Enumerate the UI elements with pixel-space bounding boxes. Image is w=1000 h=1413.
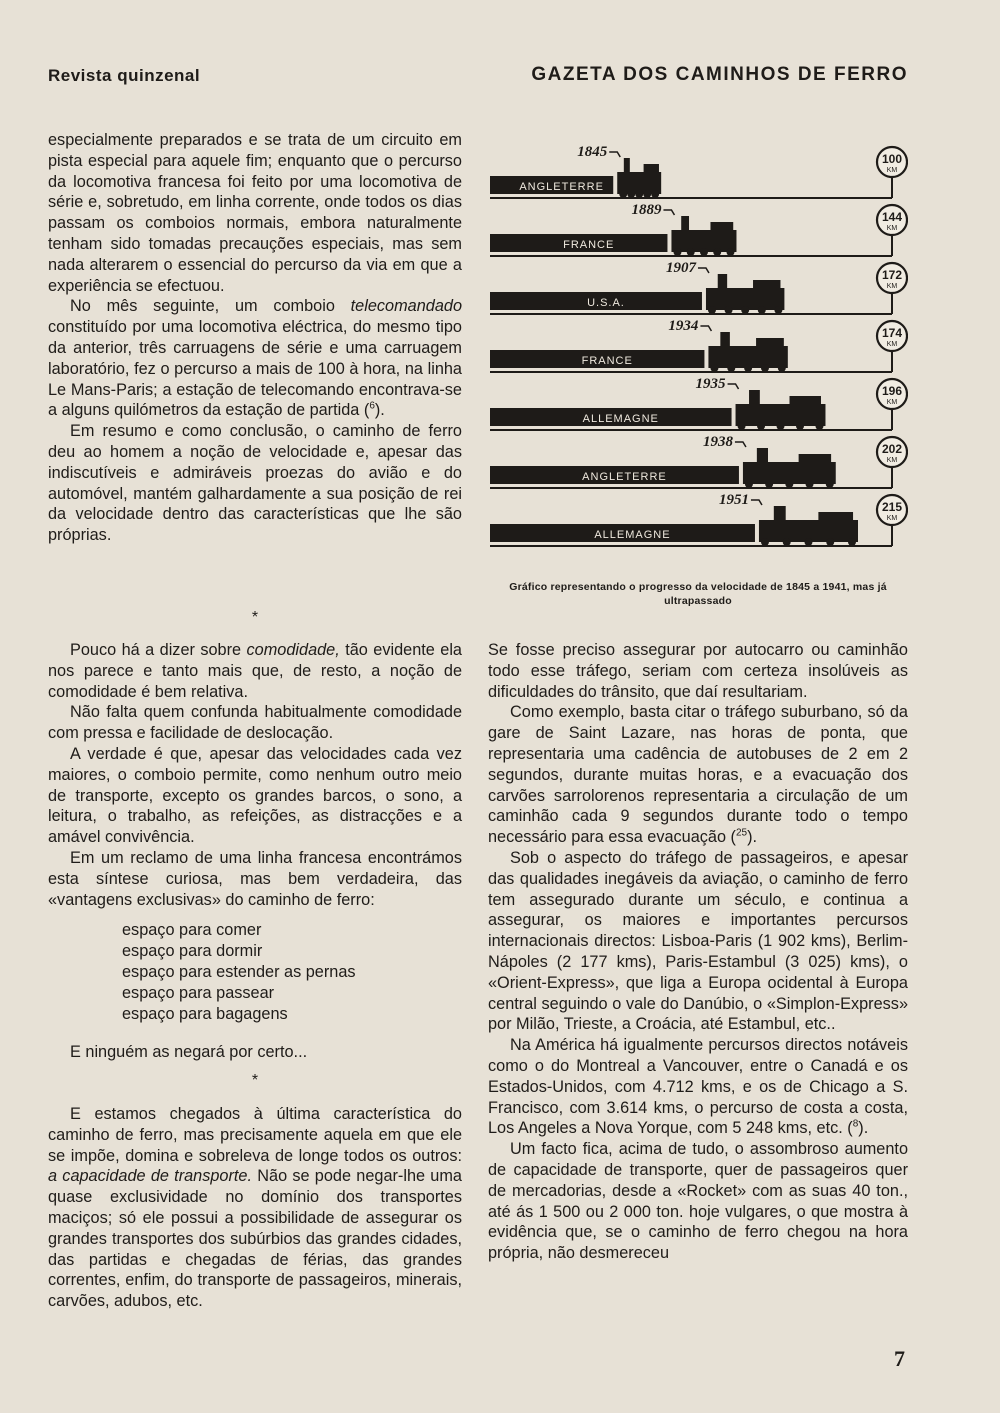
year-arrow — [751, 500, 762, 505]
year-label: 1951 — [718, 492, 749, 508]
wheel — [700, 248, 708, 256]
locomotive-cab — [753, 280, 780, 290]
wheel — [651, 190, 659, 198]
paragraph-comodidade: Pouco há a dizer sobre comodidade, tão evidente ela nos parece e tanto mais que, de resto, a noção de comodidade é bem relativa. — [48, 641, 462, 701]
speed-value: 174 — [881, 326, 903, 340]
paragraph-reclamo: Em um reclamo de uma linha francesa encontrámos esta síntese curiosa, mas bem verdadeira, das «vantagens exclusivas» do caminho de ferro: — [48, 848, 462, 909]
wheel — [725, 306, 733, 314]
speed-unit: KM — [886, 515, 898, 522]
speed-unit: KM — [886, 457, 898, 464]
wheel — [758, 306, 766, 314]
wheel — [848, 538, 856, 546]
locomotive-cab — [818, 512, 853, 522]
right-column — [488, 640, 908, 1264]
speed-unit: KM — [886, 399, 898, 406]
wheel — [727, 364, 735, 372]
wheel — [745, 480, 753, 488]
paragraph-confunda: Não falta quem confunda habitualmente comodidade com pressa e facilidade de deslocação. — [48, 703, 462, 743]
paragraph-america: Na América há igualmente percursos directos notáveis como o do Montreal a Vancouver, entre o Canadá e os Estados-Unidos, com 4.712 kms, e os de Chicago a S. Francisco, com 3.614 kms, o percurso de costa a costa, Los Angeles a Nova Yorque, com 5 248 kms, etc. ($^8$). — [488, 1036, 908, 1138]
paragraph-autocarro: Se fosse preciso assegurar por autocarro ou caminhão todo esse tráfego, seriam com certeza insolúveis as dificuldades do trânsito, que daí resultariam. — [488, 641, 908, 701]
wheel — [643, 190, 651, 198]
wheel — [761, 538, 769, 546]
wheel — [783, 538, 791, 546]
speed-value: 100 — [881, 152, 903, 166]
year-label: 1889 — [631, 202, 662, 218]
year-arrow — [700, 326, 711, 331]
country-label: ALLEMAGNE — [582, 413, 659, 425]
list-item: espaço para bagagens — [122, 1004, 288, 1023]
wheel — [673, 248, 681, 256]
list-item: espaço para dormir — [122, 942, 263, 961]
wheel — [796, 422, 804, 430]
year-arrow — [735, 442, 746, 447]
year-label: 1907 — [665, 260, 696, 276]
wheel — [826, 538, 834, 546]
wheel — [761, 364, 769, 372]
header-left: Revista quinzenal — [48, 66, 201, 85]
paragraph-capacidade: E estamos chegados à última característica do caminho de ferro, mas precisamente aquela em que ele se impõe, domina e sobreleva de longe todos os outros: a capacidade de transporte. Não se pode negar-lhe uma quase exclusividade no domínio dos transportes maciços; só ele possui a possibilidade de assegurar os grandes transportes dos subúrbios das grandes cidades, das partidas e chegadas de férias, das grandes correntes, enfim, do transporte de passageiros, minerais, carvões, adubos, etc. — [48, 1104, 462, 1311]
locomotive-cab — [799, 454, 831, 464]
wheel — [741, 306, 749, 314]
wheel — [765, 480, 773, 488]
locomotive-chimney — [624, 158, 630, 174]
wheel — [826, 480, 834, 488]
wheel — [744, 364, 752, 372]
wheel — [635, 190, 643, 198]
wheel — [627, 190, 635, 198]
year-arrow — [698, 268, 709, 273]
page-number: 7 — [894, 1346, 905, 1371]
speed-unit: KM — [886, 283, 898, 290]
wheel — [713, 248, 721, 256]
locomotive-chimney — [757, 448, 768, 464]
locomotive-chimney — [720, 332, 730, 348]
paragraph-telecomando: No mês seguinte, um comboio telecomandado constituído por uma locomotiva eléctrica, do mesmo tipo da anterior, três carruagens de série e uma carruagem laboratório, fez o percurso a mais de 100 à hora, na linha Le Mans-Paris; a estação de telecomando encontrava-se a alguns quilómetros da estação de partida ($^6$). — [48, 297, 462, 420]
year-arrow — [609, 152, 620, 157]
wheel — [757, 422, 765, 430]
list-item: espaço para comer — [122, 921, 262, 940]
year-label: 1934 — [668, 318, 699, 334]
year-label: 1938 — [702, 434, 733, 450]
country-label: ANGLETERRE — [519, 181, 604, 193]
left-column-bottom — [48, 609, 462, 1312]
wheel — [738, 422, 746, 430]
separator-star: * — [251, 1072, 259, 1090]
speed-value: 202 — [881, 442, 903, 456]
year-arrow — [728, 384, 739, 389]
country-label: ANGLETERRE — [582, 471, 667, 483]
wheel — [726, 248, 734, 256]
speed-value: 215 — [881, 500, 903, 514]
wheel — [687, 248, 695, 256]
country-label: ALLEMAGNE — [594, 529, 671, 541]
speed-unit: KM — [886, 341, 898, 348]
locomotive-cab — [644, 164, 659, 174]
speed-value: 144 — [881, 210, 903, 224]
locomotive-chimney — [718, 274, 727, 290]
speed-chart — [488, 130, 908, 575]
header-right: GAZETA DOS CAMINHOS DE FERRO — [531, 64, 908, 85]
speed-unit: KM — [886, 225, 898, 232]
locomotive-cab — [790, 396, 821, 406]
locomotive-cab — [710, 222, 733, 232]
country-label: U.S.A. — [587, 297, 625, 309]
chart-caption: Gráfico representando o progresso da velocidade de 1845 a 1941, mas já ultrapassado — [509, 581, 887, 607]
wheel — [806, 480, 814, 488]
list-item: espaço para estender as pernas — [122, 962, 356, 981]
speed-unit: KM — [886, 167, 898, 174]
wheel — [778, 364, 786, 372]
wheel — [777, 422, 785, 430]
year-label: 1845 — [577, 144, 608, 160]
left-column-top — [48, 130, 462, 546]
paragraph-verdade: A verdade é que, apesar das velocidades cada vez maiores, o comboio permite, como nenhum outro meio de transporte, excepto os grandes barcos, o sono, a leitura, o trabalho, as refeições, as distracções e a amável convivência. — [48, 744, 462, 847]
locomotive-chimney — [681, 216, 689, 232]
list-item: espaço para passear — [122, 983, 275, 1002]
paragraph-conclusao: Em resumo e como conclusão, o caminho de ferro deu ao homem a noção de velocidade e, apesar das indiscutíveis e admiráveis proezas do avião e do automóvel, mantém galhardamente a sua posição de rei da velocidade dentro das características que lhe são próprias. — [48, 422, 462, 545]
paragraph-circuito: especialmente preparados e se trata de um circuito em pista especial para aquele fim; enquanto que o percurso da locomotiva francesa foi feito por uma locomotiva de série e, sobretudo, em linha corrente, onde todos os dias passam os comboios normais, embora naturalmente tenham sido tomadas precauções especiais, mas sem nada alterarem o essencial do percurso da via em que a experiência se efectuou. — [48, 131, 462, 295]
paragraph-exemplo: Como exemplo, basta citar o tráfego suburbano, só da gare de Saint Lazare, nas horas de ponta, que representaria uma cadência de autobuses de 2 em 2 segundos, durante muitas horas, e a evacuação dos carvões sarrolorenos representaria a circulação de um caminhão cada 9 segundos durante todo o tempo necessário para essa evacuação ($^{25}$). — [488, 703, 908, 847]
locomotive-cab — [756, 338, 784, 348]
country-label: FRANCE — [563, 239, 615, 251]
wheel — [815, 422, 823, 430]
paragraph-ninguem: E ninguém as negará por certo... — [70, 1043, 308, 1062]
locomotive-chimney — [774, 506, 786, 522]
paragraph-trafego: Sob o aspecto do tráfego de passageiros, e apesar das qualidades inegáveis da aviação, o caminho de ferro tem assegurado durante um século, e continua a assegurar, os maiores e importantes percursos internacionais directos: Lisboa-Paris (1 902 kms), Berlim-Nápoles (2 177 kms), Paris-Estambul (3 025) kms), o «Orient-Express», que liga a Europa ocidental à Europa central seguindo o vale do Danúbio, o «Simplon-Express» por Milão, Trieste, a Croácia, até Estambul, etc.. — [488, 848, 908, 1034]
wheel — [785, 480, 793, 488]
speed-value: 196 — [881, 384, 903, 398]
locomotive-chimney — [749, 390, 760, 406]
separator-star: * — [251, 609, 259, 626]
year-label: 1935 — [695, 376, 726, 392]
wheel — [804, 538, 812, 546]
wheel — [710, 364, 718, 372]
paragraph-facto: Um facto fica, acima de tudo, o assombroso aumento de capacidade de transporte, quer de passageiros quer de mercadorias, desde a «Rocket» com as suas 40 ton., até ás 1 500 ou 2 000 ton. hoje vulgares, o que mostra à evidência que, se o caminho de ferro chegou na hora própria, não desmereceu — [488, 1140, 908, 1263]
wheel — [774, 306, 782, 314]
advantages-list — [122, 920, 462, 1024]
year-arrow — [663, 210, 674, 215]
wheel — [619, 190, 627, 198]
country-label: FRANCE — [581, 355, 633, 367]
wheel — [708, 306, 716, 314]
speed-value: 172 — [881, 268, 903, 282]
